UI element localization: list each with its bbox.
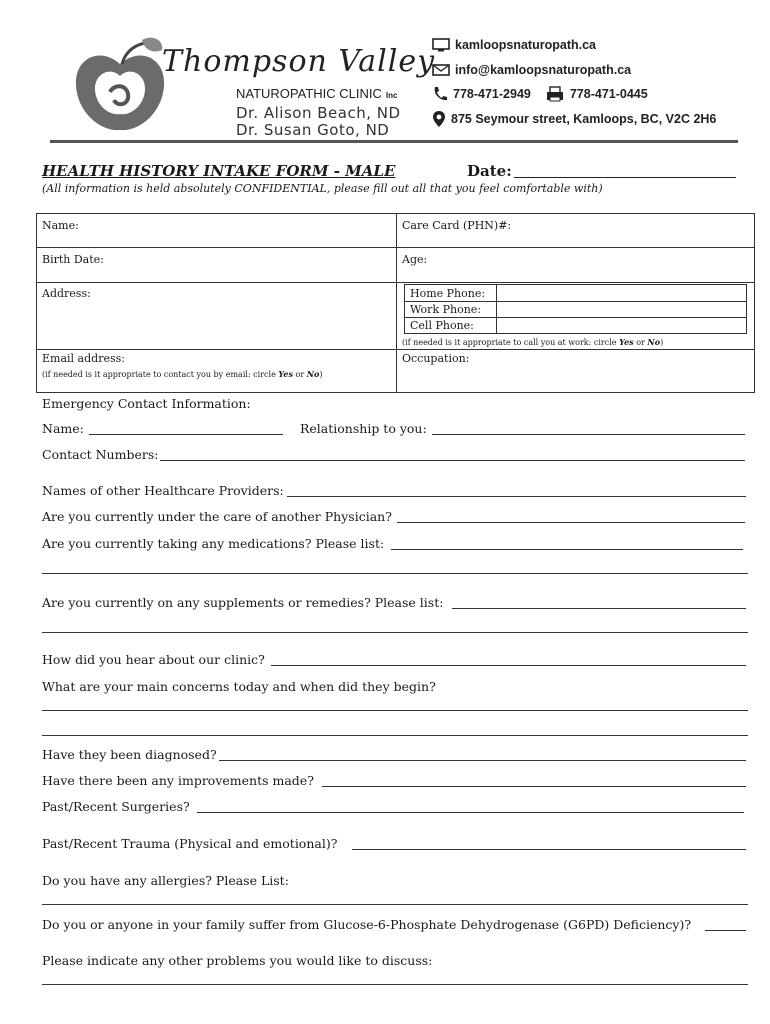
surgeries-label: Past/Recent Surgeries? [42, 799, 190, 814]
doctor-name-1: Dr. Alison Beach, ND [236, 104, 401, 122]
table-divider [496, 284, 497, 334]
fax-icon [545, 86, 565, 102]
medications-line-2[interactable] [42, 573, 748, 574]
work-call-note: (if needed is it appropriate to call you at work: circle Yes or No) [402, 337, 664, 347]
diagnosed-line[interactable] [219, 760, 746, 761]
surgeries-line[interactable] [197, 812, 744, 813]
care-card-field[interactable]: Care Card (PHN)#: [402, 219, 512, 232]
location-pin-icon [432, 110, 446, 128]
improvements-line[interactable] [322, 786, 746, 787]
medications-label: Are you currently taking any medications? Please list: [42, 536, 385, 551]
home-phone-field[interactable]: Home Phone: [410, 287, 486, 300]
clinic-name: Thompson Valley [162, 44, 436, 79]
improvements-label: Have there been any improvements made? [42, 773, 314, 788]
hear-line[interactable] [271, 665, 746, 666]
providers-line[interactable] [287, 496, 746, 497]
cell-phone-field[interactable]: Cell Phone: [410, 319, 474, 332]
supplements-line-2[interactable] [42, 632, 748, 633]
clinic-subtitle: NATUROPATHIC CLINIC Inc [236, 86, 398, 101]
emergency-name-label: Name: [42, 421, 84, 436]
emergency-heading: Emergency Contact Information: [42, 396, 251, 411]
diagnosed-label: Have they been diagnosed? [42, 747, 217, 762]
phone-icon [432, 86, 448, 102]
work-phone-field[interactable]: Work Phone: [410, 303, 482, 316]
occupation-field[interactable]: Occupation: [402, 352, 470, 365]
address-contact: 875 Seymour street, Kamloops, BC, V2C 2H6 [432, 110, 716, 128]
physician-line[interactable] [397, 522, 745, 523]
table-divider [404, 317, 747, 318]
physician-label: Are you currently under the care of another Physician? [42, 509, 392, 524]
emergency-name-line[interactable] [89, 434, 283, 435]
phone-contact: 778-471-2949 778-471-0445 [432, 86, 648, 102]
name-field[interactable]: Name: [42, 219, 79, 232]
g6pd-label: Do you or anyone in your family suffer from Glucose-6-Phosphate Dehydrogenase (G6PD) Deficiency)? [42, 917, 692, 932]
concerns-line-2[interactable] [42, 735, 748, 736]
medications-line[interactable] [391, 549, 743, 550]
email-contact-note: (if needed is it appropriate to contact you by email: circle Yes or No) [42, 369, 323, 379]
envelope-icon [432, 64, 450, 76]
allergies-line[interactable] [42, 904, 748, 905]
address-field[interactable]: Address: [42, 287, 91, 300]
birth-date-field[interactable]: Birth Date: [42, 253, 104, 266]
email-contact: info@kamloopsnaturopath.ca [432, 63, 631, 77]
age-field[interactable]: Age: [402, 253, 428, 266]
concerns-label: What are your main concerns today and when did they begin? [42, 679, 436, 694]
allergies-label: Do you have any allergies? Please List: [42, 873, 289, 888]
monitor-icon [432, 38, 450, 52]
clinic-logo-icon [70, 36, 170, 136]
relationship-label: Relationship to you: [300, 421, 427, 436]
date-label: Date: [467, 162, 512, 180]
hear-label: How did you hear about our clinic? [42, 652, 265, 667]
other-problems-label: Please indicate any other problems you would like to discuss: [42, 953, 433, 968]
relationship-line[interactable] [432, 434, 745, 435]
contact-numbers-line[interactable] [160, 460, 745, 461]
table-divider [404, 301, 747, 302]
other-problems-line[interactable] [42, 984, 748, 985]
g6pd-line[interactable] [705, 930, 746, 931]
supplements-line[interactable] [452, 608, 746, 609]
table-divider [396, 213, 397, 393]
email-field[interactable]: Email address: [42, 352, 125, 365]
header-divider [50, 140, 738, 143]
website-contact: kamloopsnaturopath.ca [432, 38, 596, 52]
confidential-note: (All information is held absolutely CONFIDENTIAL, please fill out all that you feel comfortable with) [42, 182, 603, 195]
date-field[interactable] [514, 177, 736, 178]
doctor-name-2: Dr. Susan Goto, ND [236, 121, 390, 139]
concerns-line-1[interactable] [42, 710, 748, 711]
form-title: HEALTH HISTORY INTAKE FORM - MALE [42, 162, 396, 180]
providers-label: Names of other Healthcare Providers: [42, 483, 284, 498]
trauma-line[interactable] [352, 849, 746, 850]
supplements-label: Are you currently on any supplements or remedies? Please list: [42, 595, 444, 610]
contact-numbers-label: Contact Numbers: [42, 447, 159, 462]
trauma-label: Past/Recent Trauma (Physical and emotional)? [42, 836, 338, 851]
